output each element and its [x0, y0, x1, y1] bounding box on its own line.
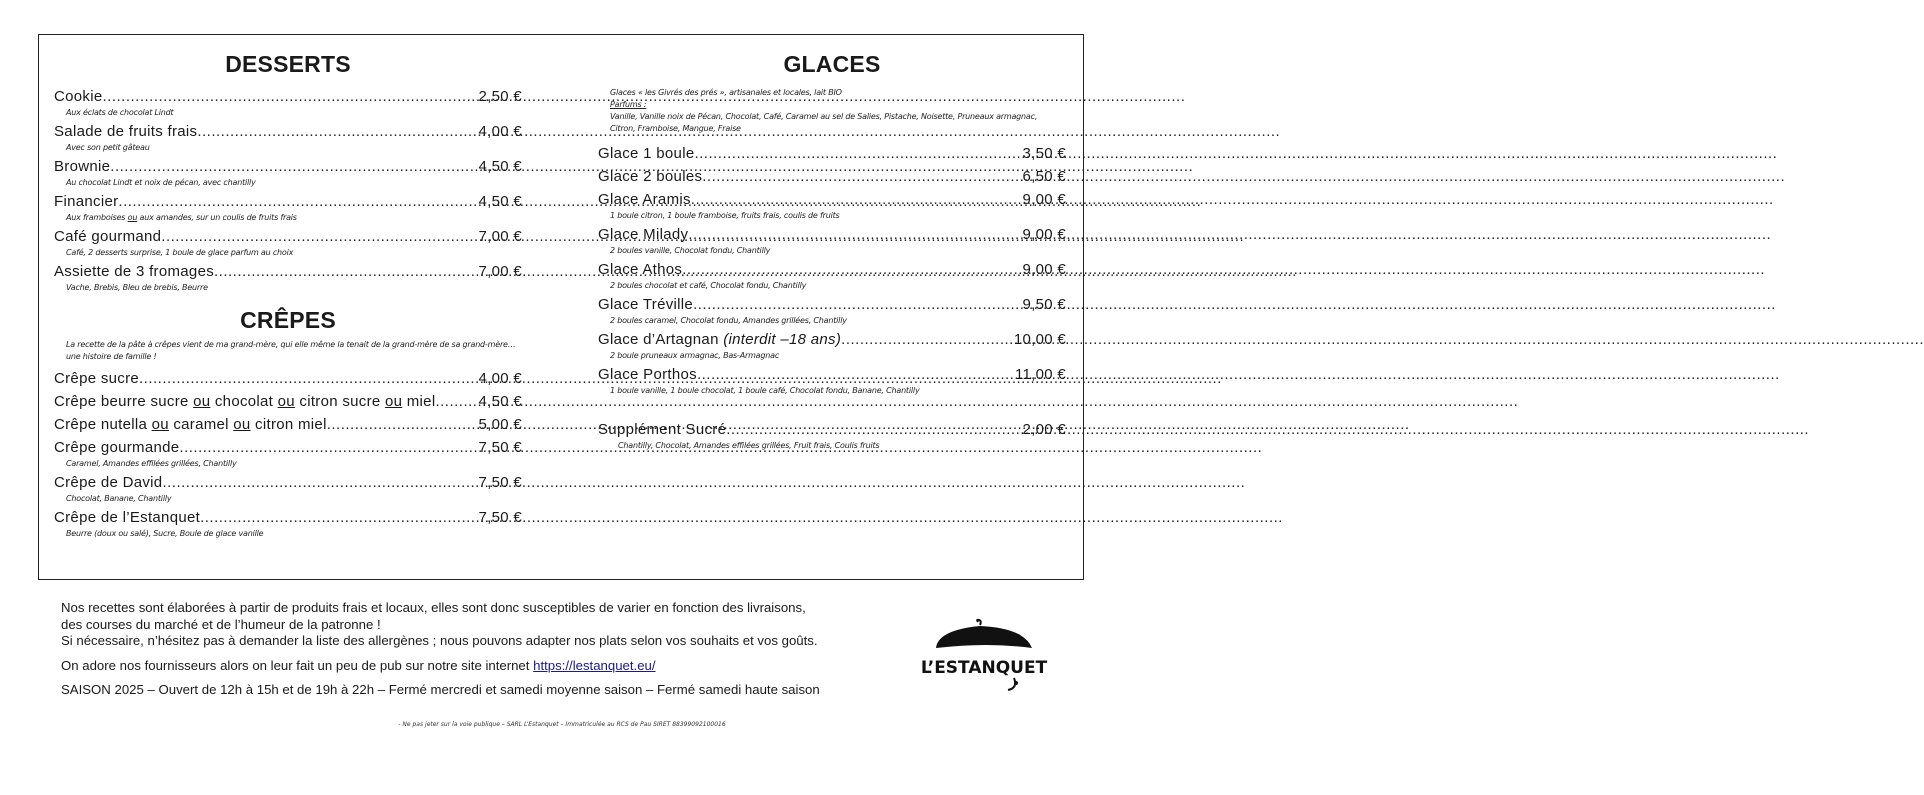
item-description: 2 boules vanille, Chocolat fondu, Chantilly: [610, 246, 771, 255]
dessert-item-financier: [54, 192, 522, 224]
name-part: citron sucre: [294, 393, 385, 410]
item-name: [54, 415, 327, 435]
item-price: 4,50 €: [478, 393, 522, 410]
desc-part: aux amandes, sur un coulis de fruits frais: [137, 213, 297, 222]
desserts-title: DESSERTS: [225, 51, 351, 77]
footer-line: des courses du marché et de l’humeur de la patronne !: [61, 616, 381, 632]
item-name: [54, 392, 435, 412]
item-price: 3,50 €: [1022, 145, 1066, 162]
item-name: Crêpe de David: [54, 474, 163, 491]
name-part: Glace d’Artagnan: [598, 331, 724, 348]
desc-or: ou: [127, 213, 138, 222]
item-name: Financier: [54, 193, 119, 210]
item-name: Glace 1 boule: [598, 145, 695, 162]
item-description: 2 boule pruneaux armagnac, Bas-Armagnac: [610, 351, 780, 360]
item-description: Beurre (doux ou salé), Sucre, Boule de glace vanille: [66, 529, 264, 538]
name-or: ou: [384, 393, 403, 410]
item-price: 9,00 €: [1022, 226, 1066, 243]
item-name: Crêpe gourmande: [54, 439, 180, 456]
dessert-item-brownie: [54, 157, 522, 189]
leader-dots: [103, 87, 477, 107]
leader-dots: [726, 420, 1020, 440]
item-price: 2,50 €: [478, 88, 522, 105]
beret-icon: [920, 620, 1048, 700]
item-description: Caramel, Amandes effilées grillées, Chantilly: [66, 459, 237, 468]
leader-dots: [841, 330, 1012, 350]
glace-item-athos: [598, 260, 1066, 292]
item-name: Glace Tréville: [598, 296, 694, 313]
item-description: Café, 2 desserts surprise, 1 boule de glace parfum au choix: [66, 248, 294, 257]
glace-item-2-boules: [598, 167, 1066, 187]
name-part: miel: [402, 393, 436, 410]
leader-dots: [693, 295, 1020, 315]
leader-dots: [688, 225, 1020, 245]
crepes-title: CRÊPES: [240, 307, 336, 333]
item-description: Chocolat, Banane, Chantilly: [66, 494, 172, 503]
estanquet-logo: [920, 620, 1048, 700]
item-description: 1 boule vanille, 1 boule chocolat, 1 boule café, Chocolat fondu, Banane, Chantilly: [610, 386, 920, 395]
leader-dots: [694, 144, 1020, 164]
footer-pub: [61, 658, 861, 675]
item-name: Cookie: [54, 88, 103, 105]
name-part: caramel: [168, 416, 234, 433]
leader-dots: [702, 167, 1020, 187]
crepes-intro: [66, 339, 522, 363]
item-description: Avec son petit gâteau: [66, 143, 150, 152]
parfums-list-line: Citron, Framboise, Mangue, Fraise: [610, 124, 741, 133]
leader-dots: [691, 190, 1021, 210]
crepe-item-estanquet: [54, 508, 522, 540]
leader-dots: [110, 157, 476, 177]
leader-dots: [200, 508, 476, 528]
footer-line: Si nécessaire, n’hésitez pas à demander la liste des allergènes ; nous pouvons adapter nos plats selon vos souhaits et vos goûts.: [61, 633, 818, 648]
right-column: [598, 35, 1066, 452]
leader-dots: [682, 260, 1020, 280]
leader-dots: [179, 438, 476, 458]
crepes-intro-line: une histoire de famille !: [66, 352, 157, 361]
desserts-list: [54, 87, 522, 294]
leader-dots: [214, 262, 476, 282]
item-name: Café gourmand: [54, 228, 162, 245]
dessert-item-fromages: [54, 262, 522, 294]
name-part: chocolat: [210, 393, 278, 410]
leader-dots: [327, 415, 477, 435]
item-name: Glace Milady: [598, 226, 689, 243]
glaces-title: GLACES: [783, 51, 881, 77]
item-price: 11,00 €: [1014, 366, 1066, 383]
glace-item-aramis: [598, 190, 1066, 222]
footer-pub-text: On adore nos fournisseurs alors on leur fait un peu de pub sur notre site internet: [61, 657, 534, 673]
crepes-list: [54, 369, 522, 540]
item-price: 7,00 €: [478, 228, 522, 245]
dessert-item-cafe-gourmand: [54, 227, 522, 259]
age-restriction-note: (interdit –18 ans): [723, 331, 842, 348]
item-price: 4,00 €: [478, 370, 522, 387]
leader-dots: [161, 227, 476, 247]
item-description: Au chocolat Lindt et noix de pécan, avec chantilly: [66, 178, 256, 187]
item-price: 4,00 €: [478, 123, 522, 140]
crepe-item-beurre: [54, 392, 522, 412]
item-description: 2 boules chocolat et café, Chocolat fondu, Chantilly: [610, 281, 807, 290]
item-name: Crêpe de l’Estanquet: [54, 509, 201, 526]
dessert-item-salade: [54, 122, 522, 154]
legal-notice: - Ne pas jeter sur la voie publique – SARL L’Estanquet – Immatriculée au RCS de Pau SIRET 88399092100016: [398, 721, 726, 728]
item-price: 10,00 €: [1013, 331, 1066, 348]
item-price: 4,50 €: [478, 158, 522, 175]
item-name: Glace Athos: [598, 261, 683, 278]
item-description: Aux éclats de chocolat Lindt: [66, 108, 174, 117]
item-name: Supplément Sucré: [598, 421, 727, 438]
item-name: Glace Porthos: [598, 366, 697, 383]
item-description: Chantilly, Chocolat, Amandes effilées grillées, Fruit frais, Coulis fruits: [618, 441, 880, 450]
item-price: 7,00 €: [478, 263, 522, 280]
left-column: [54, 35, 522, 540]
parfums-list-line: Vanille, Vanille noix de Pécan, Chocolat, Café, Caramel au sel de Salies, Pistache, Noisette, Pruneaux armagnac,: [610, 112, 1038, 121]
leader-dots: [697, 365, 1013, 385]
glaces-intro-line: Glaces « les Givrés des prés », artisanales et locales, lait BIO: [610, 88, 842, 97]
leader-dots: [162, 473, 476, 493]
desc-part: Aux framboises: [66, 213, 128, 222]
item-price: 2,00 €: [1022, 421, 1066, 438]
item-description: Vache, Brebis, Bleu de brebis, Beurre: [66, 283, 208, 292]
item-price: 7,50 €: [478, 474, 522, 491]
name-or: ou: [233, 416, 251, 433]
item-description: 1 boule citron, 1 boule framboise, fruits frais, coulis de fruits: [610, 211, 840, 220]
glace-item-porthos: [598, 365, 1066, 397]
item-price: 7,50 €: [478, 439, 522, 456]
crepe-item-nutella: [54, 415, 522, 435]
name-part: Crêpe beurre sucre: [54, 393, 194, 410]
item-price: 4,50 €: [478, 193, 522, 210]
logo-wordmark: L’ESTANQUET: [920, 658, 1048, 678]
leader-dots: [118, 192, 476, 212]
leader-dots: [197, 122, 476, 142]
item-price: 9,50 €: [1022, 296, 1066, 313]
dessert-item-cookie: [54, 87, 522, 119]
item-name: Brownie: [54, 158, 111, 175]
item-name: Glace 2 boules: [598, 168, 703, 185]
glace-item-artagnan: [598, 330, 1066, 362]
item-price: 5,00 €: [478, 416, 522, 433]
footer-line: Nos recettes sont élaborées à partir de produits frais et locaux, elles sont donc susceptibles de varier en fonction des livraisons,: [61, 600, 806, 615]
name-or: ou: [193, 393, 211, 410]
glace-item-1-boule: [598, 144, 1066, 164]
item-name: Glace Aramis: [598, 191, 691, 208]
footer-notes: [61, 600, 861, 699]
item-name: Assiette de 3 fromages: [54, 263, 215, 280]
crepe-item-david: [54, 473, 522, 505]
leader-dots: [435, 392, 476, 412]
crepes-intro-line: La recette de la pâte à crêpes vient de ma grand-mère, qui elle même la tenait de la grand-mère de sa grand-mère…: [66, 340, 516, 349]
website-link[interactable]: https://lestanquet.eu/: [533, 657, 656, 673]
season-hours: SAISON 2025 – Ouvert de 12h à 15h et de 19h à 22h – Fermé mercredi et samedi moyenne saison – Fermé samedi haute saison: [61, 682, 820, 697]
crepe-item-sucre: [54, 369, 522, 389]
glaces-list: [598, 144, 1066, 452]
item-description: [66, 212, 522, 224]
glace-item-treville: [598, 295, 1066, 327]
name-or: ou: [277, 393, 295, 410]
item-name: Crêpe sucre: [54, 370, 140, 387]
item-price: 6,50 €: [1022, 168, 1066, 185]
item-description: 2 boules caramel, Chocolat fondu, Amandes grillées, Chantilly: [610, 316, 847, 325]
crepe-item-gourmande: [54, 438, 522, 470]
item-name: [598, 330, 841, 350]
item-price: 7,50 €: [478, 509, 522, 526]
leader-dots: [139, 369, 476, 389]
name-part: citron miel: [250, 416, 327, 433]
item-name: Salade de fruits frais: [54, 123, 198, 140]
glace-item-milady: [598, 225, 1066, 257]
item-price: 9,00 €: [1022, 191, 1066, 208]
supplement-sucre: [598, 420, 1066, 452]
parfums-label: Parfums :: [610, 100, 647, 109]
glaces-intro: [610, 87, 1066, 135]
menu-frame: [38, 34, 1084, 580]
name-or: ou: [151, 416, 169, 433]
item-price: 9,00 €: [1022, 261, 1066, 278]
name-part: Crêpe nutella: [54, 416, 152, 433]
